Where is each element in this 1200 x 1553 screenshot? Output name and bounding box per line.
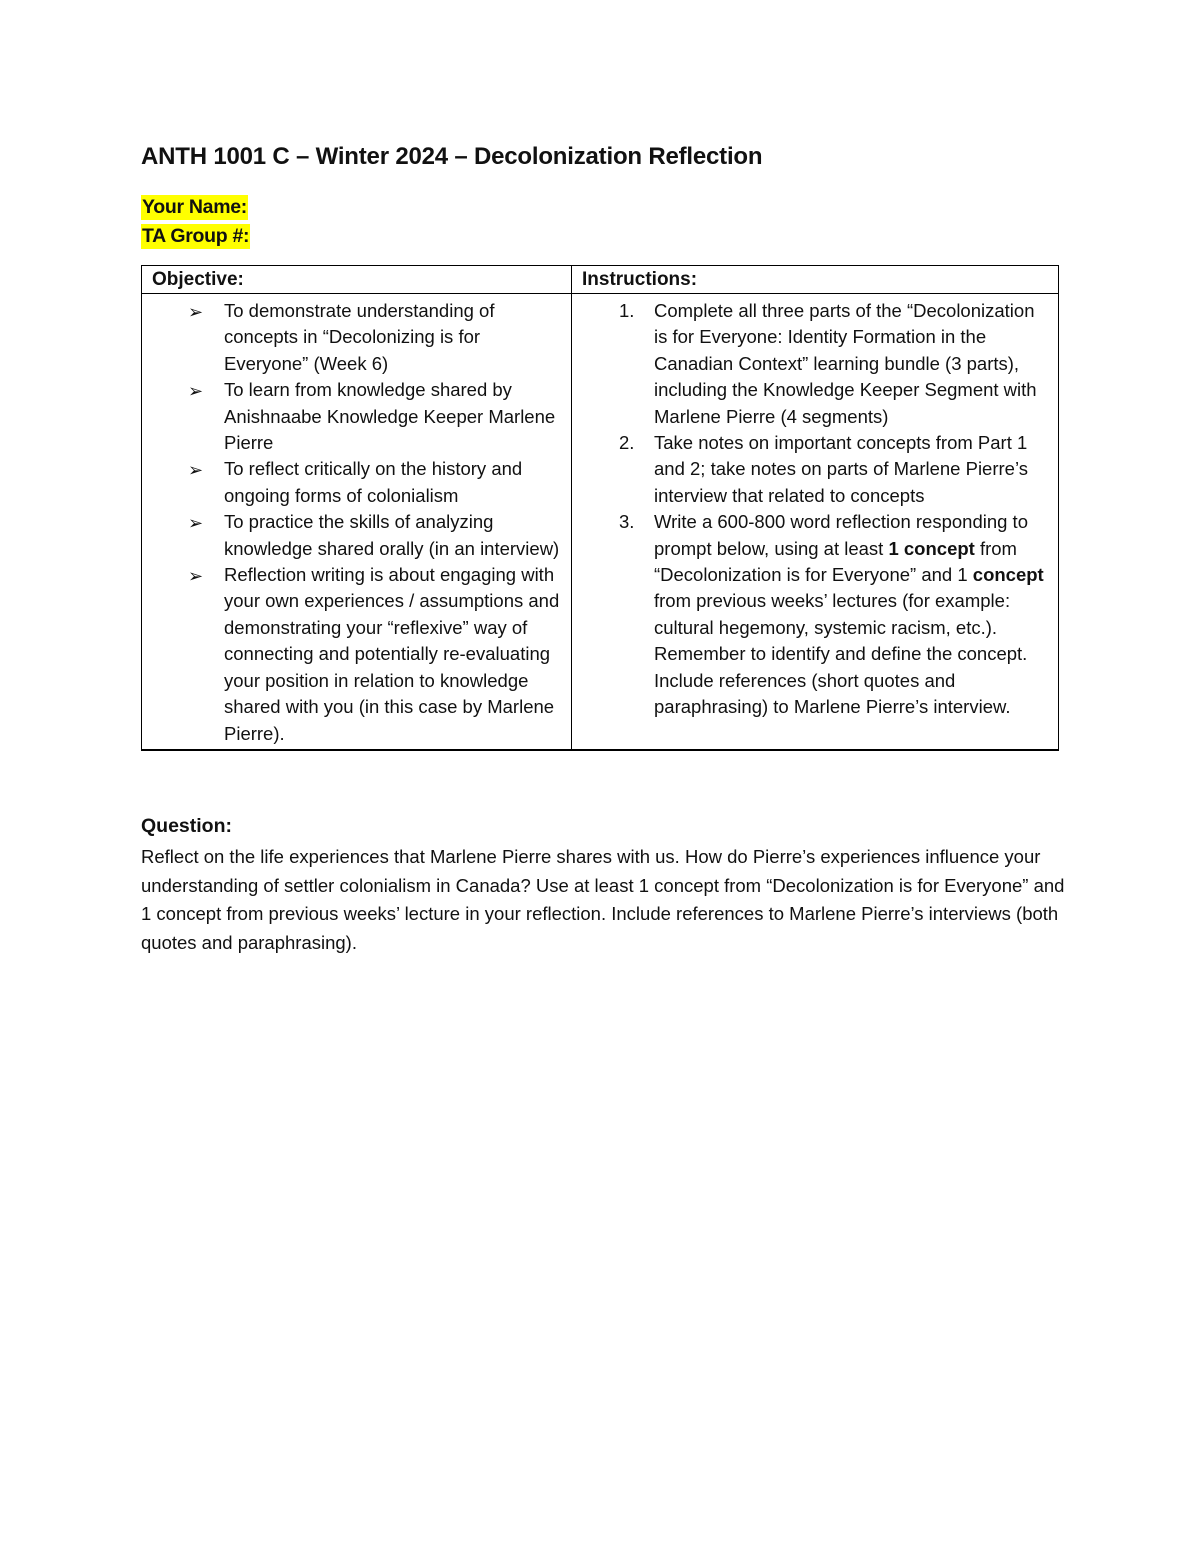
instructions-list <box>572 298 1058 721</box>
objective-text: Reflection writing is about engaging with your own experiences / assumptions and demonstrating your “reflexive” way of connecting and potentially re-evaluating your position in relation to knowledge shared with you (in this case by Marlene Pierre). <box>224 564 560 744</box>
table-header-row <box>142 266 1059 294</box>
instruction-text-part: from “Decolonization is for Everyone” and 1 <box>654 537 1017 586</box>
list-item <box>142 298 571 377</box>
list-item <box>142 509 571 562</box>
arrowhead-bullet-icon: ➢ <box>188 566 204 587</box>
instruction-text-part: Write a 600-800 word reflection responding to prompt below, using at least <box>654 511 1028 559</box>
list-item <box>142 377 571 456</box>
page-title: ANTH 1001 C – Winter 2024 – Decolonization Reflection <box>141 143 763 170</box>
instructions-cell <box>572 294 1059 750</box>
objectives-cell <box>142 294 572 750</box>
instruction-text: Take notes on important concepts from Part 1 and 2; take notes on parts of Marlene Pierre’s interview that related to concepts <box>654 432 1028 506</box>
bold-concept: 1 concept <box>888 537 975 559</box>
arrowhead-bullet-icon: ➢ <box>188 460 204 481</box>
list-item <box>572 509 1058 720</box>
ta-group-label: TA Group #: <box>142 225 250 247</box>
arrowhead-bullet-icon: ➢ <box>188 513 204 534</box>
question-body: Reflect on the life experiences that Marlene Pierre shares with us. How do Pierre’s experiences influence your understanding of settler colonialism in Canada? Use at least 1 concept from “Decolonization is for Everyone” and 1 concept from previous weeks’ lecture in your reflection. Include references to Marlene Pierre’s interviews (both quotes and paraphrasing). <box>141 846 1065 953</box>
objectives-instructions-table <box>141 265 1059 751</box>
instruction-text-part: from previous weeks’ lectures (for example: cultural hegemony, systemic racism, etc.). Remember to identify and define the concept. Include references (short quotes and paraphrasing) to Marlene Pierre’s interview. <box>654 590 1028 718</box>
objectives-list <box>142 298 571 747</box>
instruction-text <box>654 511 1044 717</box>
list-item <box>572 298 1058 430</box>
list-number: 1. <box>619 300 635 321</box>
table-body-row <box>142 294 1059 750</box>
question-heading: Question: <box>141 815 232 837</box>
objective-text: To demonstrate understanding of concepts in “Decolonizing is for Everyone” (Week 6) <box>224 300 495 374</box>
list-number: 3. <box>619 511 635 533</box>
list-item <box>142 562 571 747</box>
objective-text: To learn from knowledge shared by Anishnaabe Knowledge Keeper Marlene Pierre <box>224 379 556 454</box>
your-name-label: Your Name: <box>142 196 247 218</box>
objective-header: Objective: <box>142 266 572 294</box>
instructions-header: Instructions: <box>572 266 1059 294</box>
arrowhead-bullet-icon: ➢ <box>188 381 204 402</box>
objective-text: To reflect critically on the history and ongoing forms of colonialism <box>224 458 523 506</box>
bold-concept: concept <box>972 564 1044 586</box>
list-item <box>572 430 1058 509</box>
arrowhead-bullet-icon: ➢ <box>188 302 204 322</box>
list-number: 2. <box>619 432 635 454</box>
instruction-text: Complete all three parts of the “Decolonization is for Everyone: Identity Formation in the Canadian Context” learning bundle (3 parts), including the Knowledge Keeper Segment with Marlene Pierre (4 segments) <box>654 300 1037 427</box>
list-item <box>142 456 571 509</box>
objective-text: To practice the skills of analyzing knowledge shared orally (in an interview) <box>224 511 560 559</box>
